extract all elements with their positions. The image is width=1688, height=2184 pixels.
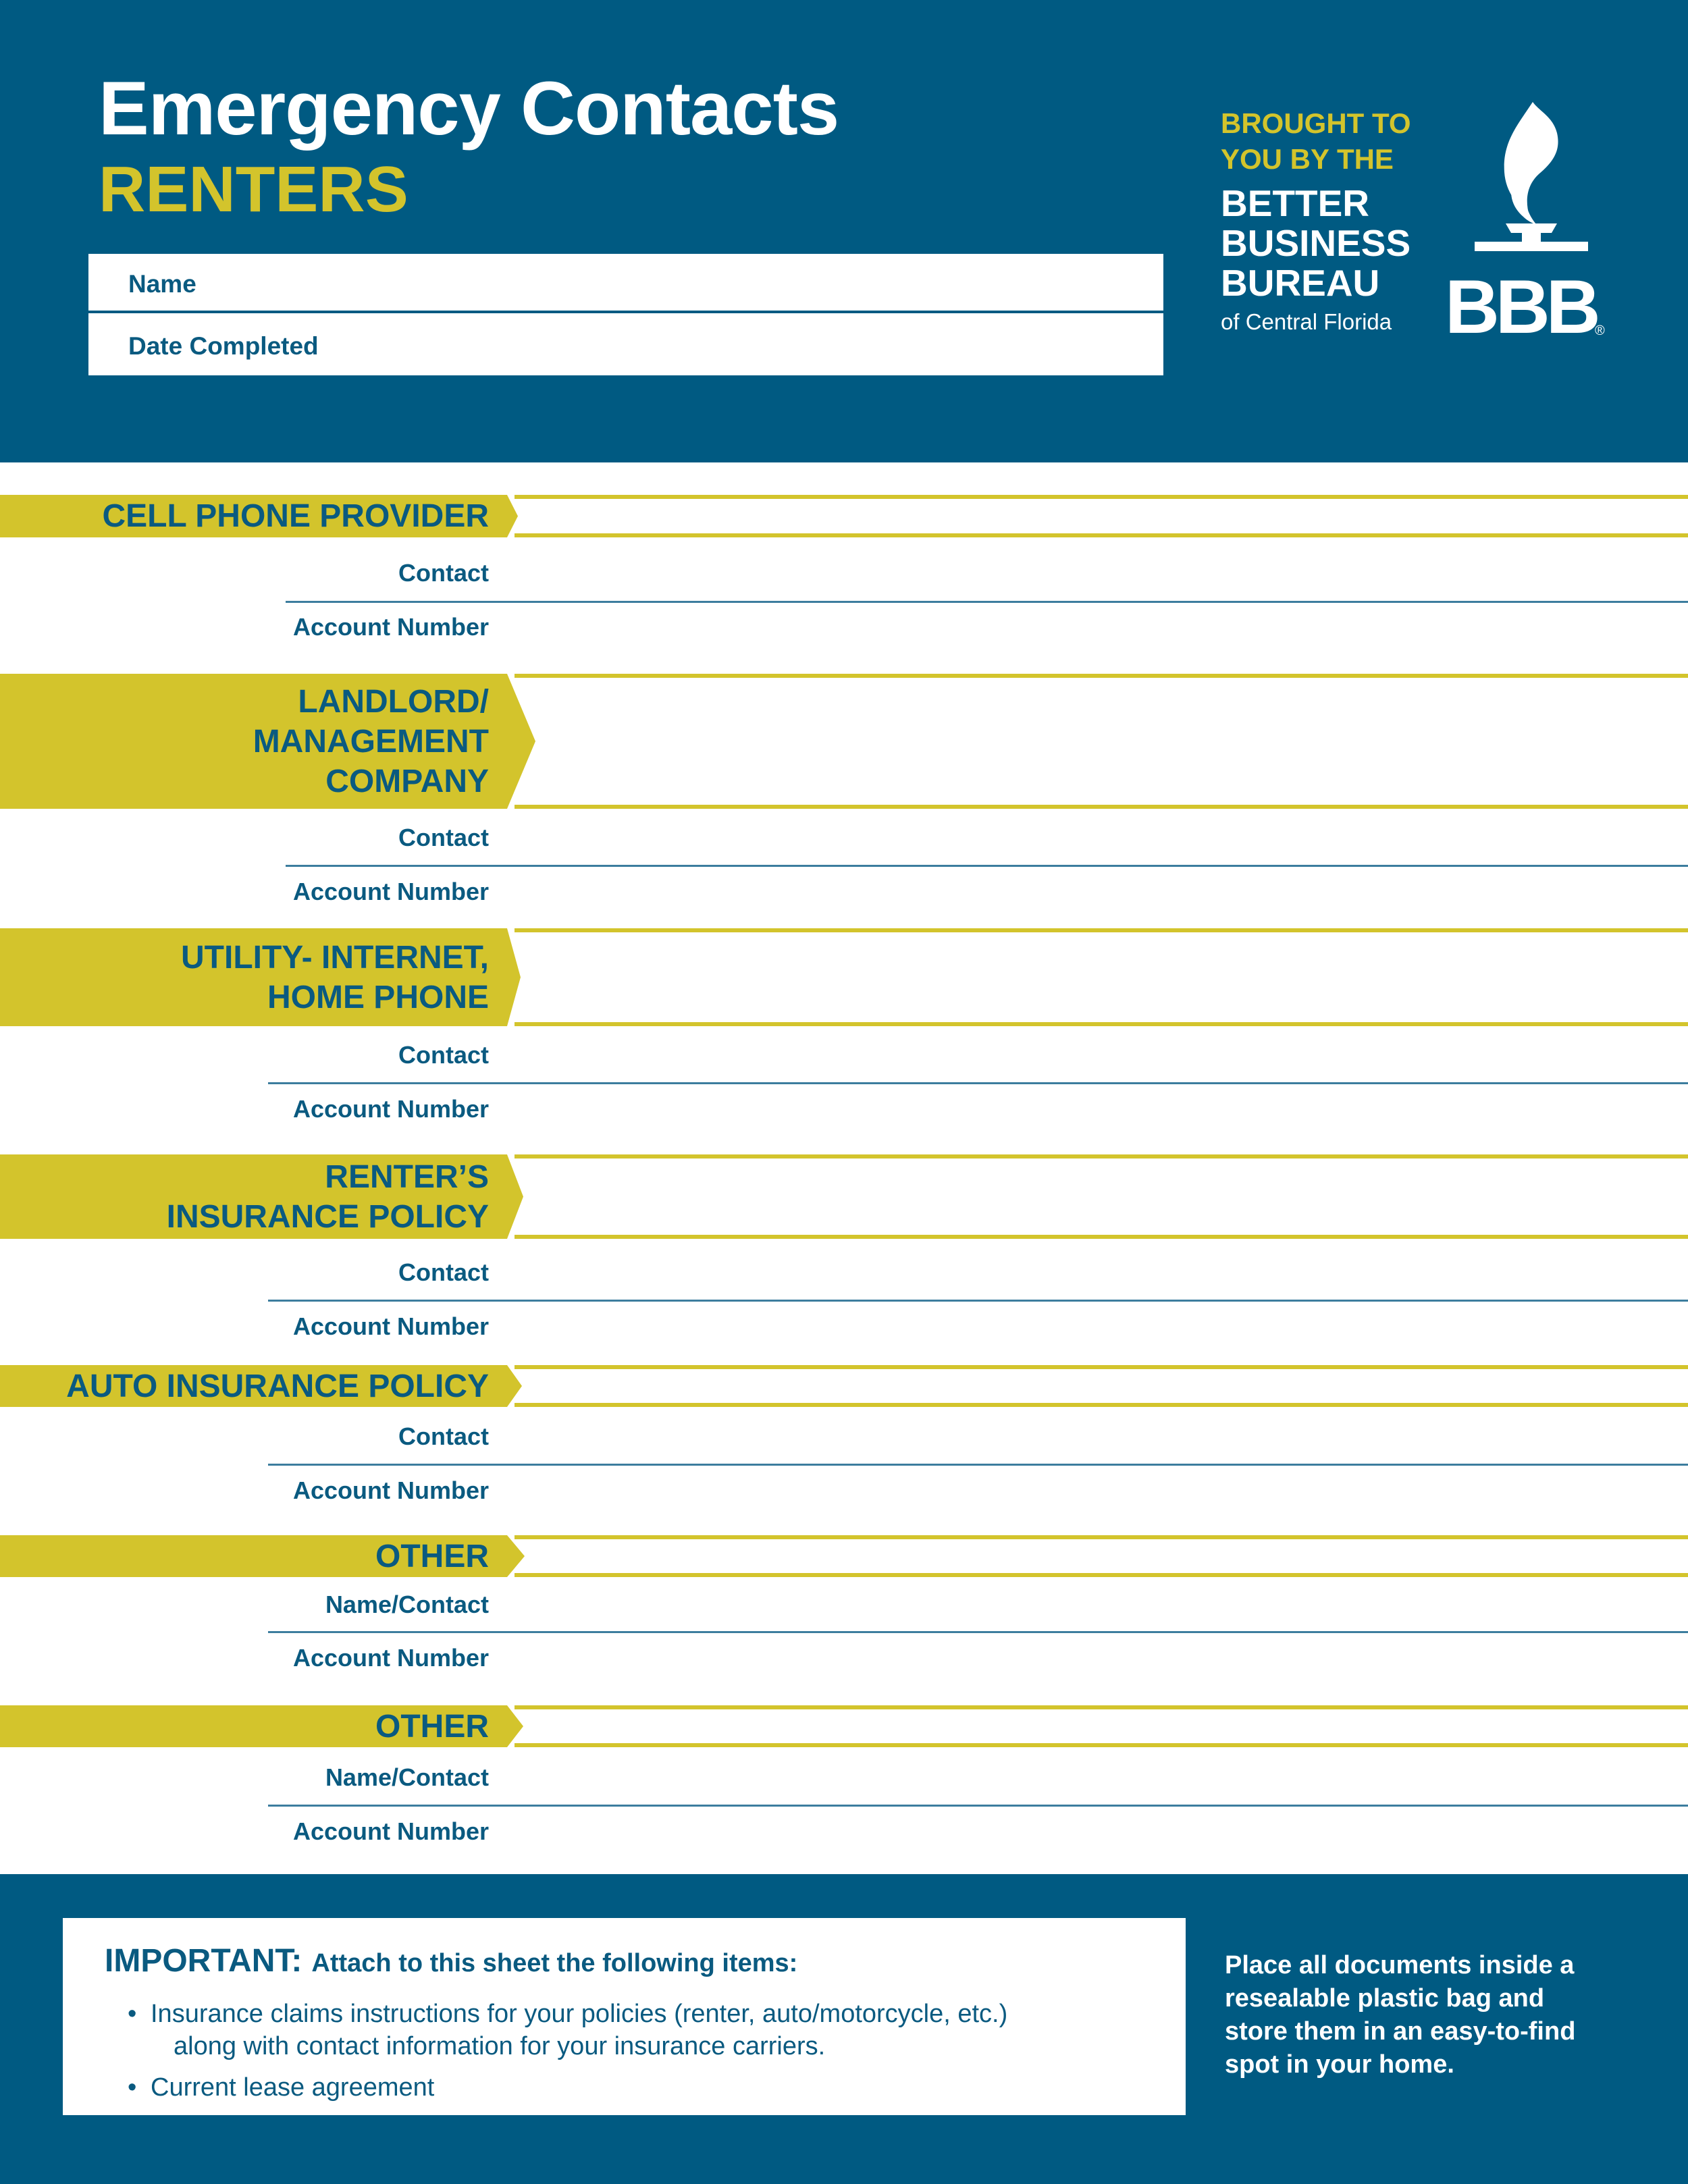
important-label: IMPORTANT: <box>105 1943 302 1979</box>
storage-note: Place all documents inside a resealable plastic bag and store them in an easy-to-find spot in your home. <box>1225 1951 1576 2079</box>
bbb-region: of Central Florida <box>1221 309 1392 334</box>
name-field[interactable] <box>88 254 1163 313</box>
page-subtitle: RENTERS <box>99 153 408 225</box>
registered-mark: ® <box>1595 323 1605 338</box>
account-number-label: Account Number <box>292 1095 489 1123</box>
name-label: Name <box>128 270 196 298</box>
contact-label: Contact <box>398 1041 489 1069</box>
bbb-line-1: BETTER <box>1221 182 1369 224</box>
tab-arrow-icon <box>503 1365 522 1407</box>
section-title: AUTO INSURANCE POLICY <box>66 1368 489 1404</box>
section-other-1 <box>0 1535 1688 1577</box>
contact-label: Contact <box>398 1258 489 1286</box>
important-text: Attach to this sheet the following items: <box>311 1949 798 1977</box>
page-title: Emergency Contacts <box>99 66 839 151</box>
tab-arrow-icon <box>503 1705 523 1747</box>
bbb-line-3: BUREAU <box>1221 262 1380 304</box>
contact-label: Contact <box>398 1422 489 1450</box>
tab-arrow-icon <box>503 495 518 537</box>
contact-line[interactable] <box>286 865 1688 867</box>
account-number-label: Account Number <box>292 1476 489 1504</box>
date-completed-label: Date Completed <box>128 332 319 360</box>
tab-arrow-icon <box>503 674 535 809</box>
bbb-name <box>1221 184 1410 303</box>
section-other-2 <box>0 1705 1688 1747</box>
contact-line[interactable] <box>268 1805 1688 1807</box>
brought-to-you-text <box>1221 105 1411 177</box>
section-utility <box>0 928 1688 1026</box>
section-title: LANDLORD/ MANAGEMENT COMPANY <box>253 683 489 799</box>
bullet-icon: • <box>128 2073 137 2102</box>
bullet-icon: • <box>128 2000 137 2028</box>
name-date-box <box>88 254 1163 375</box>
contact-line[interactable] <box>268 1631 1688 1633</box>
name-contact-label: Name/Contact <box>325 1591 489 1618</box>
account-number-label: Account Number <box>292 878 489 905</box>
section-renters-insurance <box>0 1154 1688 1239</box>
contact-label: Contact <box>398 559 489 587</box>
contact-line[interactable] <box>286 601 1688 603</box>
section-cell-phone-provider <box>0 495 1688 537</box>
section-title: OTHER <box>375 1538 489 1574</box>
brought-line-2: YOU BY THE <box>1221 143 1394 175</box>
contact-line[interactable] <box>268 1464 1688 1466</box>
section-landlord <box>0 674 1688 809</box>
important-heading <box>105 1942 797 1979</box>
account-number-label: Account Number <box>292 1817 489 1845</box>
section-auto-insurance <box>0 1365 1688 1407</box>
important-box: IMPORTANT: Attach to this sheet the following items: • Insurance claims instructions for your policies (renter, auto/motorcycle, etc.) along with contact information for your insurance carriers. • Current lease agreement <box>63 1918 1186 2115</box>
bbb-torch-logo-icon <box>1438 98 1620 260</box>
section-title: UTILITY- INTERNET, HOME PHONE <box>181 939 489 1015</box>
account-number-label: Account Number <box>292 613 489 641</box>
tab-arrow-icon <box>503 1535 525 1577</box>
contact-line[interactable] <box>268 1082 1688 1084</box>
name-contact-label: Name/Contact <box>325 1763 489 1791</box>
section-title: CELL PHONE PROVIDER <box>102 498 489 534</box>
bbb-logo <box>1438 98 1620 349</box>
account-number-label: Account Number <box>292 1644 489 1672</box>
account-number-label: Account Number <box>292 1312 489 1340</box>
tab-arrow-icon <box>503 928 521 1026</box>
section-title: RENTER’S INSURANCE POLICY <box>166 1158 489 1235</box>
brought-line-1: BROUGHT TO <box>1221 107 1411 139</box>
section-title: OTHER <box>375 1708 489 1744</box>
bbb-line-2: BUSINESS <box>1221 222 1411 264</box>
date-completed-field[interactable] <box>88 316 1163 375</box>
tab-arrow-icon <box>503 1154 523 1239</box>
bbb-logo-text: BBB <box>1445 265 1597 349</box>
contact-line[interactable] <box>268 1300 1688 1302</box>
contact-label: Contact <box>398 824 489 851</box>
